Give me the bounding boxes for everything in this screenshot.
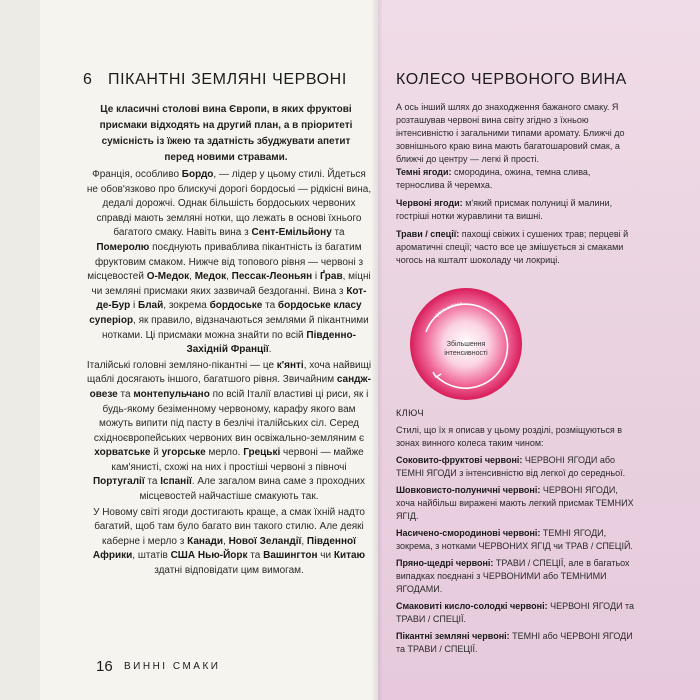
book-spine	[372, 0, 382, 700]
category-herbs-spices: Трави / спеції: пахощі свіжих і сушених трав; перцеві й ароматичні спеції; часто все це змішується зі смаками чогось на кшталт шоколаду чи локриці.	[396, 229, 629, 265]
flavour-categories	[396, 166, 636, 272]
paragraph-new-world: У Новому світі ягоди достигають краще, а смак їхній надто багатий, щоб там було багато вин такого стилю. Але деякі каберне і мерло з Канади, Нової Зеландії, Південної Африки, штатів США Нью-Йорк та Вашингтон чи Китаю здатні відповідати цим вимогам.	[92, 506, 366, 577]
key-list	[396, 454, 636, 660]
key-item-spicy-warming: Пряно-щедрі червоні: ТРАВИ / СПЕЦІЇ, але в багатьох випадках поєднані з ЧЕРВОНИМИ або ТЕМНИМИ ЯГОДАМИ.	[396, 558, 630, 594]
chapter-number: 6	[83, 71, 93, 88]
key-intro: Стилі, що їх я описав у цьому розділі, розміщуються в зонах винного колеса таким чином:	[396, 425, 623, 448]
chapter-body	[86, 168, 372, 580]
key-item-earthy-savoury: Пікантні земляні червоні: ТЕМНІ або ЧЕРВОНІ ЯГОДИ та ТРАВИ / СПЕЦІЇ.	[396, 631, 633, 654]
wheel-center-label-2: інтенсивності	[444, 350, 488, 357]
wheel-section-title: КОЛЕСО ЧЕРВОНОГО ВИНА	[396, 71, 627, 88]
key-item-intense-blackcurrant: Насичено-смородинові червоні: ТЕМНІ ЯГОДИ, зокрема, з нотками ЧЕРВОНИХ ЯГІД чи ТРАВ / СПЕЦІЙ.	[396, 528, 633, 551]
arc-label: Збільшення	[434, 301, 463, 319]
key-heading: КЛЮЧ	[396, 408, 424, 418]
key-item-silky-strawberry: Шовковисто-полуничні червоні: ЧЕРВОНІ ЯГОДИ, хоча найбільш виражені мають легкий присмак ТЕМНИХ ЯГІД.	[396, 485, 634, 521]
chapter-title: ПІКАНТНІ ЗЕМЛЯНІ ЧЕРВОНІ	[108, 71, 347, 88]
paragraph-italy: Італійські головні земляно-пікантні — це к'янті, хоча найвищі щаблі досягають іншого, багатшого рівня. Звичайним санджовезе та монтепульчано по всій Італії властиві ці риси, як і будь-якому безіменному червоному, карафу якого вам можуть випити під пасту в безлічі італійських сіл. Серед східноєвропейських червоних вин освіжально-земляним є хорватське й угорське мерло. Грецькі червоні — майже кам'янисті, схожі на них і простіші червоні з півночі Португалії та Іспанії. Але загалом вина саме з проходних місцевостей найчастіше смакують так.	[86, 359, 372, 503]
wheel-intro: А ось інший шлях до знаходження бажаного смаку. Я розташував червоні вина світу згідно з їхньою інтенсивністю і загальними типами аромату. Ближчі до зовнішнього краю вина мають багатошаровий смак, а ближчі до центру — легкі й прості.	[396, 102, 625, 164]
wheel-center-label-1: Збільшення	[446, 341, 486, 348]
category-red-berries: Червоні ягоди: м'який присмак полуниці й малини, гостріші нотки журавлини та вишні.	[396, 198, 613, 221]
paragraph-france: Франція, особливо Бордо, — лідер у цьому стилі. Йдеться не обов'язково про блискучі дорогі бордоські — рідкісні вина, дедалі дорожчі. Однак більшість бордоських червоних справді мають земляні нотки, що лежать в основі їхнього багатого смаку. Навіть вина з Сент-Емільйону та Померолю поєднують приваблива пікантність із багатим фруктовим смаком. Нижче від топового рівня — червоні з місцевостей О-Медок, Медок, Пессак-Леоньян і Ґрав, міцні чи земляні присмаки яких зазвичай бездоганні. Вина з Кот-де-Бур і Блай, зокрема бордоське та бордоське класу суперіор, як правило, відзначаються землями й пікантними нотками. Ці присмаки можна знайти по всій Південно-Західній Франції.	[86, 169, 372, 356]
page-number: 16	[96, 658, 113, 675]
category-dark-berries: Темні ягоди: смородина, ожина, темна слива, терносливa й черемха.	[396, 167, 591, 190]
running-footer: ВИННІ СМАКИ	[124, 661, 221, 672]
key-item-savoury-sweet-sour: Смаковиті кисло-солодкі червоні: ЧЕРВОНІ ЯГОДИ та ТРАВИ / СПЕЦІЇ.	[396, 601, 635, 624]
key-item-juicy-fruity: Соковито-фруктові червоні: ЧЕРВОНІ ЯГОДИ або ТЕМНІ ЯГОДИ з інтенсивністю від легкої до середньої.	[396, 455, 626, 478]
chapter-intro: Це класичні столові вина Європи, в яких фруктові присмаки відходять на другий план, а в пріоритеті сумісність із їжею та здатність збуджувати апетит перед новими стравами.	[99, 104, 353, 163]
wine-wheel-diagram	[406, 284, 526, 404]
